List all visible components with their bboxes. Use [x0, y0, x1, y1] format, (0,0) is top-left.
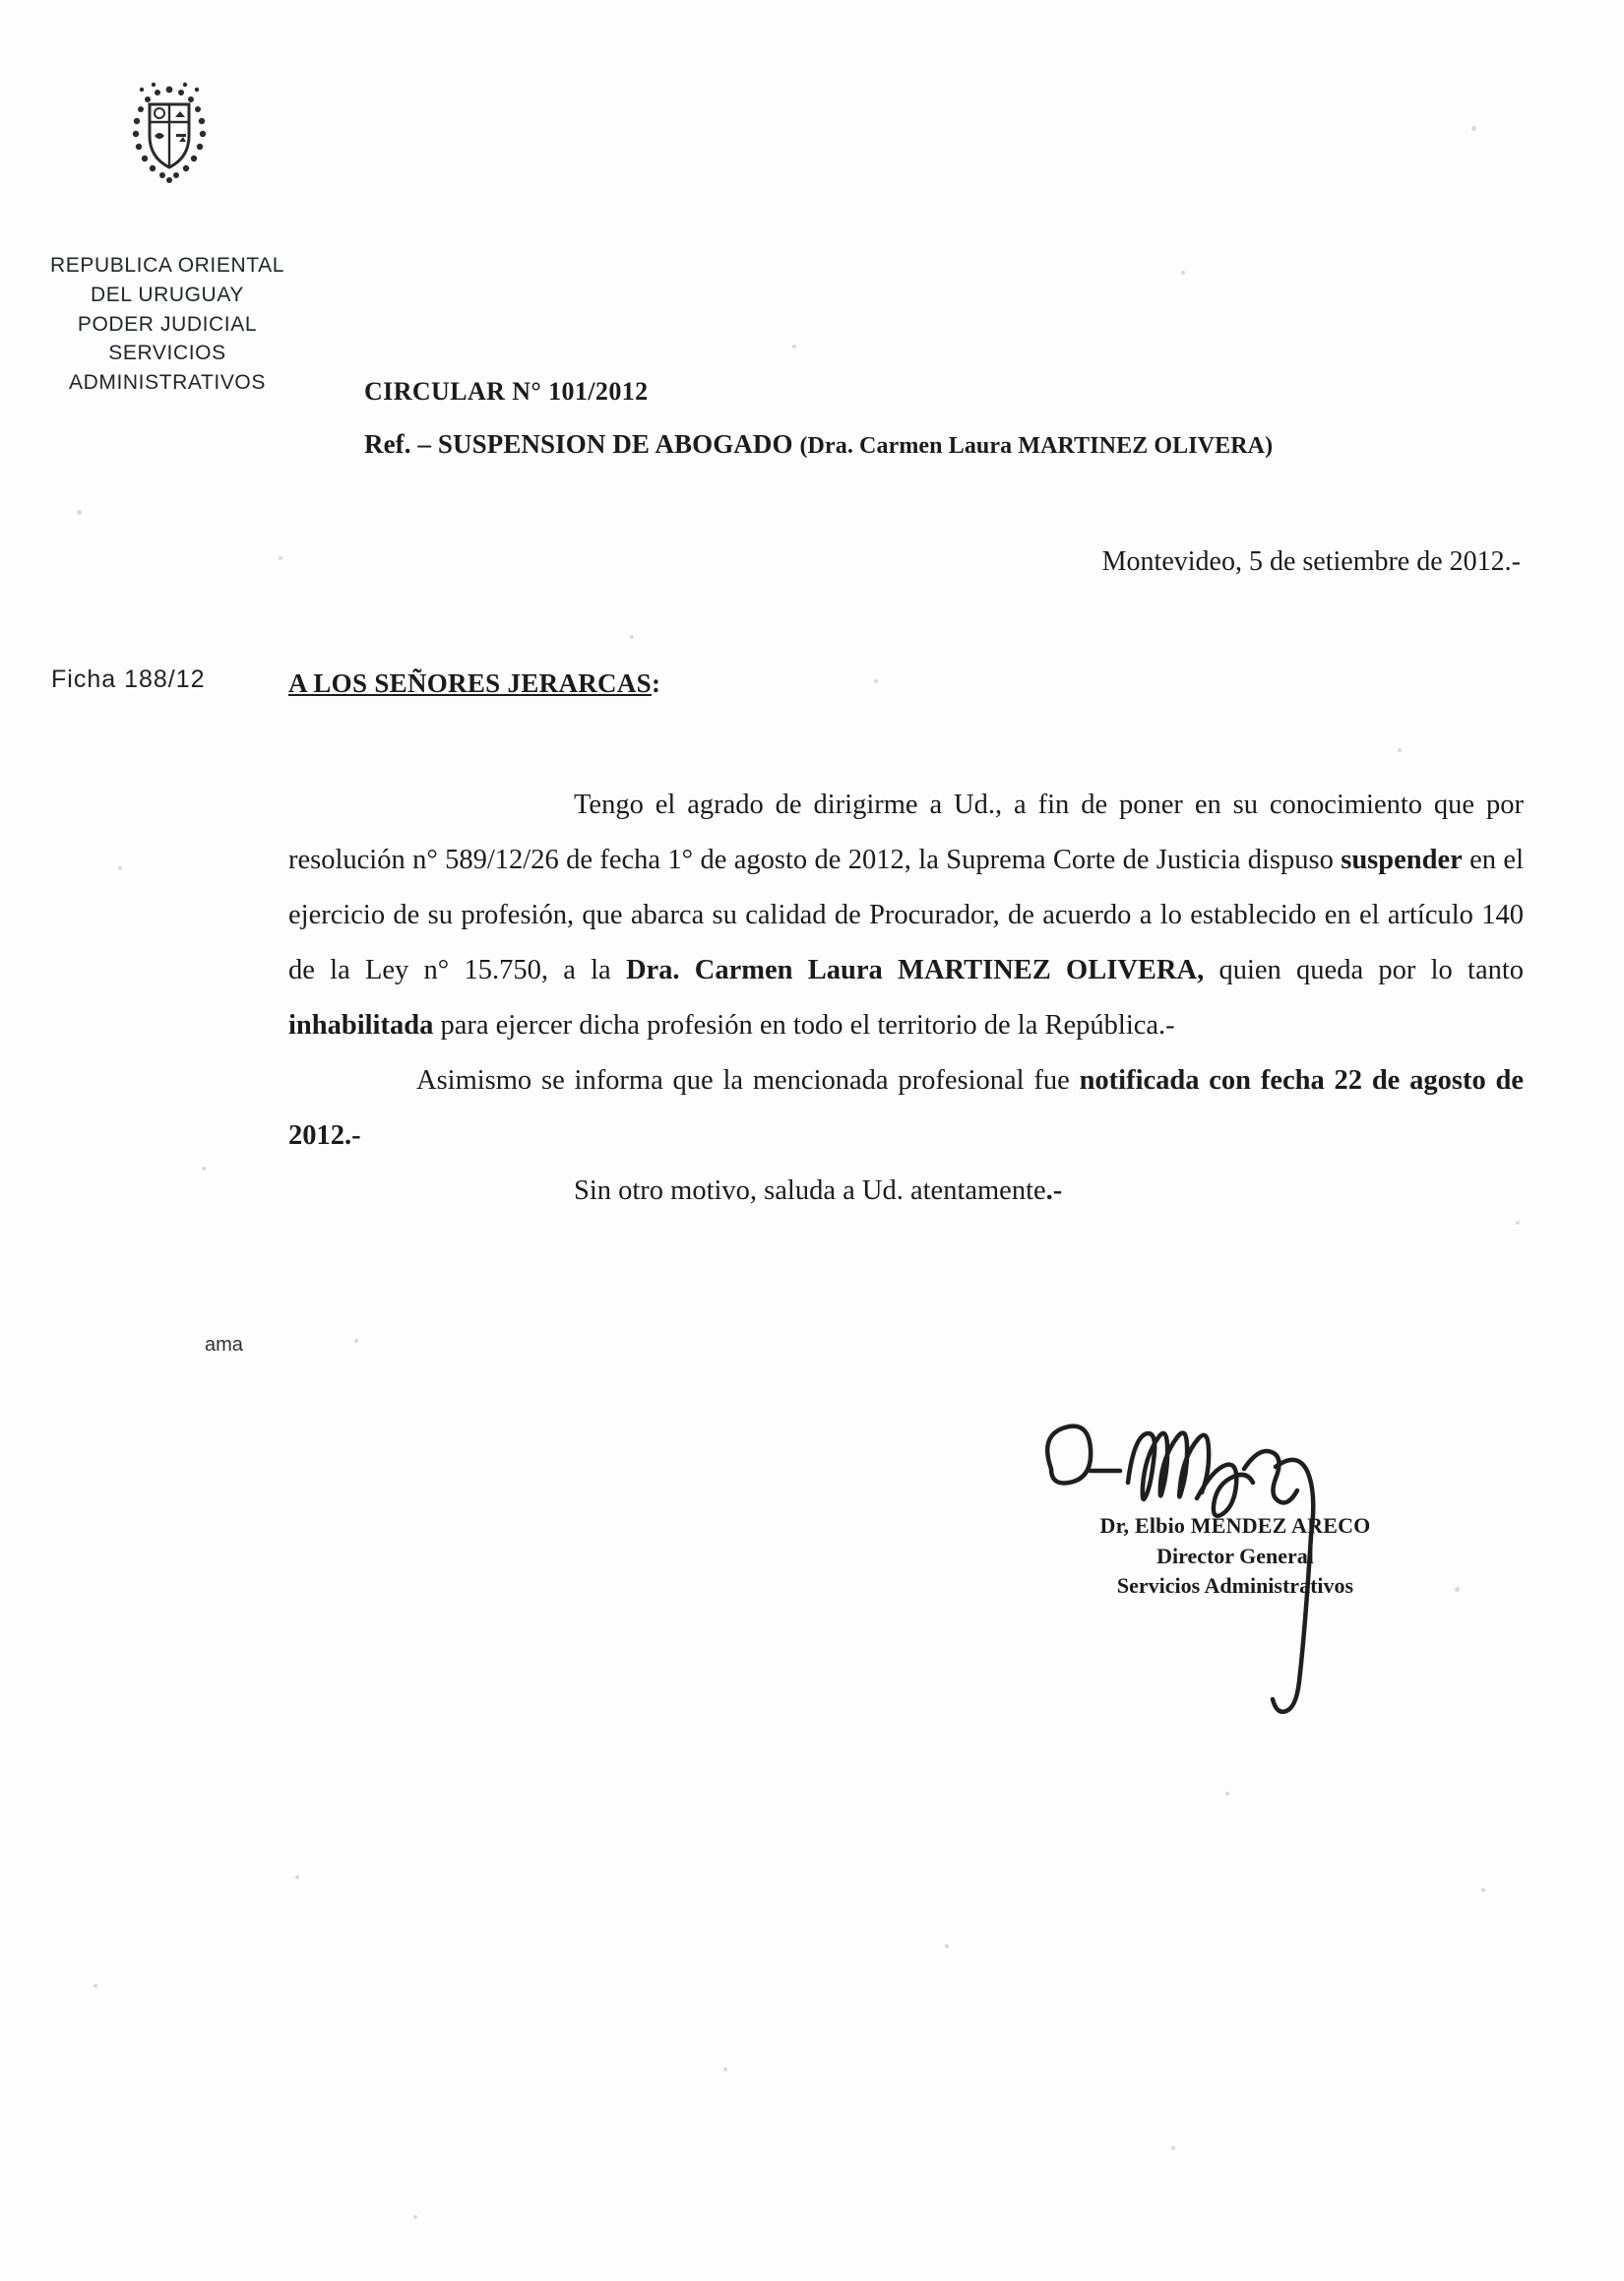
- p1-emphasis-suspender: suspender: [1341, 845, 1463, 875]
- document-body: [288, 778, 1524, 1219]
- signatory-name: Dr, Elbio MENDEZ ARECO: [1099, 1513, 1371, 1538]
- scan-speckle: [354, 1339, 358, 1343]
- scan-speckle: [1181, 271, 1185, 275]
- coat-of-arms-icon: [120, 77, 219, 215]
- letterhead-line-1: REPUBLICA ORIENTAL: [50, 254, 284, 277]
- salutation-colon: :: [651, 668, 661, 698]
- p1-segment-g: para ejercer dicha profesión en todo el territorio de la República.-: [433, 1010, 1175, 1041]
- scan-speckle: [792, 345, 796, 348]
- scan-speckle: [1471, 126, 1476, 131]
- scan-speckle: [94, 1984, 97, 1988]
- p2-emphasis-notificada: notificada con fecha 22 de agosto de 2012.-: [288, 1065, 1525, 1151]
- scan-speckle: [202, 1167, 206, 1171]
- letterhead-line-5: ADMINISTRATIVOS: [69, 371, 266, 395]
- scan-speckle: [1225, 1792, 1229, 1796]
- typist-initials: ama: [205, 1334, 243, 1356]
- salutation: [288, 668, 660, 699]
- scan-speckle: [77, 510, 82, 515]
- reference-prefix: Ref. – SUSPENSION DE ABOGADO: [364, 429, 793, 459]
- circular-number: CIRCULAR N° 101/2012: [364, 377, 649, 406]
- scan-speckle: [413, 2215, 417, 2219]
- body-paragraph-1: [288, 778, 1524, 1053]
- letterhead-line-2: DEL URUGUAY: [91, 283, 244, 306]
- place-and-date: Montevideo, 5 de setiembre de 2012.-: [1101, 546, 1521, 577]
- p1-segment-a: Tengo el agrado de dirigirme a Ud., a fin de poner en su conocimiento que por resolución n° 589/12/26 de fecha 1° de agosto de 2012, la Suprema Corte de Justicia dispuso: [288, 790, 1524, 875]
- p2-segment-a: Asimismo se informa que la mencionada profesional fue: [416, 1065, 1080, 1096]
- p3-segment-b: .-: [1045, 1175, 1063, 1206]
- scan-speckle: [1171, 2146, 1175, 2150]
- scan-speckle: [118, 866, 122, 870]
- letterhead-line-4: SERVICIOS: [108, 342, 226, 365]
- letterhead: [30, 251, 305, 398]
- ficha-number: Ficha 188/12: [51, 665, 206, 693]
- scan-speckle: [295, 1875, 299, 1879]
- scan-speckle: [874, 679, 878, 683]
- p1-emphasis-inhabilitada: inhabilitada: [288, 1010, 434, 1041]
- p3-segment-a: Sin otro motivo, saluda a Ud. atentamente: [574, 1175, 1046, 1206]
- p1-segment-e: quien queda por lo tanto: [1204, 955, 1525, 985]
- scan-speckle: [1455, 1587, 1460, 1592]
- p1-emphasis-name: Dra. Carmen Laura MARTINEZ OLIVERA,: [625, 955, 1205, 985]
- scan-speckle: [723, 2067, 727, 2071]
- letterhead-line-3: PODER JUDICIAL: [77, 312, 258, 336]
- p1-segment-c: en el ejercicio de su profesión, que abarca su calidad de Procurador, de acuerdo a lo establecido en el artículo 140 de la Ley n° 15.750, a la: [288, 845, 1525, 985]
- scan-speckle: [945, 1944, 949, 1948]
- scan-speckle: [1516, 1221, 1520, 1225]
- scan-speckle: [630, 635, 634, 639]
- scan-speckle: [1398, 748, 1402, 752]
- body-paragraph-3: [288, 1164, 1524, 1219]
- body-paragraph-2: [288, 1053, 1524, 1164]
- signatory-title-primary: Director General: [1156, 1544, 1314, 1568]
- reference-line: [364, 429, 1273, 460]
- scan-speckle: [1481, 1888, 1485, 1892]
- reference-subject: (Dra. Carmen Laura MARTINEZ OLIVERA): [799, 433, 1274, 459]
- salutation-text: A LOS SEÑORES JERARCAS: [288, 668, 652, 698]
- signatory-title-secondary: Servicios Administrativos: [1116, 1573, 1354, 1598]
